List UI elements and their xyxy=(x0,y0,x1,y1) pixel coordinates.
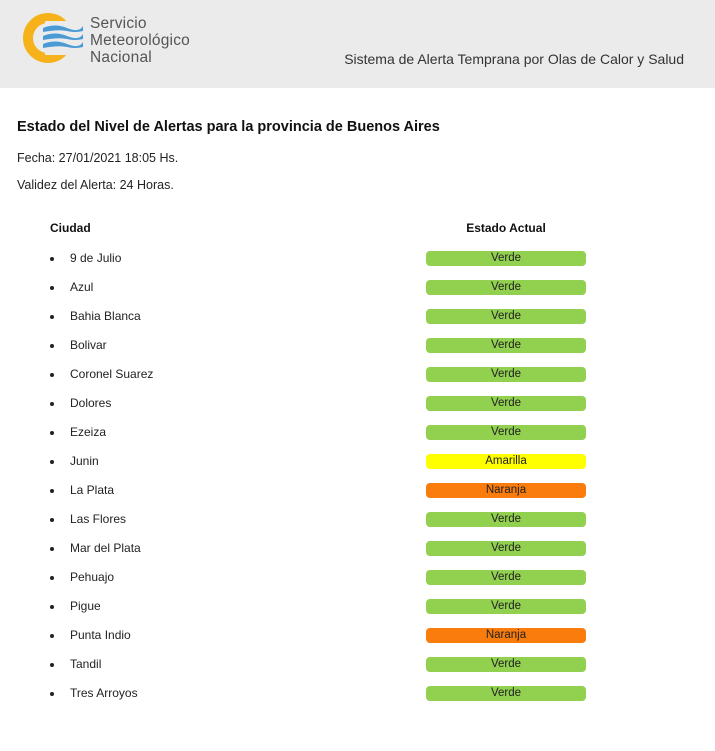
status-badge: Verde xyxy=(426,425,586,440)
list-item xyxy=(0,424,715,453)
bullet-icon xyxy=(50,489,54,493)
city-name: Ezeiza xyxy=(70,425,107,439)
bullet-icon xyxy=(50,663,54,667)
list-item xyxy=(0,656,715,685)
bullet-icon xyxy=(50,605,54,609)
list-item xyxy=(0,540,715,569)
list-item xyxy=(0,308,715,337)
bullet-icon xyxy=(50,286,54,290)
status-badge: Verde xyxy=(426,686,586,701)
city-name: Azul xyxy=(70,280,94,294)
list-item xyxy=(0,685,715,714)
list-item xyxy=(0,569,715,598)
brand-name xyxy=(90,15,190,66)
status-badge: Verde xyxy=(426,251,586,266)
city-name: Bolivar xyxy=(70,338,107,352)
city-name: Tres Arroyos xyxy=(70,686,138,700)
city-name: Coronel Suarez xyxy=(70,367,154,381)
bullet-icon xyxy=(50,576,54,580)
city-name: Bahia Blanca xyxy=(70,309,141,323)
status-badge: Verde xyxy=(426,657,586,672)
status-badge: Verde xyxy=(426,309,586,324)
status-badge: Naranja xyxy=(426,483,586,498)
city-name: 9 de Julio xyxy=(70,251,122,265)
list-item xyxy=(0,511,715,540)
system-title: Sistema de Alerta Temprana por Olas de Calor y Salud xyxy=(344,51,684,67)
list-item xyxy=(0,337,715,366)
bullet-icon xyxy=(50,460,54,464)
city-name: Las Flores xyxy=(70,512,127,526)
bullet-icon xyxy=(50,692,54,696)
status-badge: Verde xyxy=(426,570,586,585)
brand-line: Nacional xyxy=(90,49,152,66)
column-header-state: Estado Actual xyxy=(466,221,546,235)
brand-line: Servicio xyxy=(90,15,147,32)
status-badge: Verde xyxy=(426,280,586,295)
list-item xyxy=(0,279,715,308)
city-name: Dolores xyxy=(70,396,112,410)
alert-validity: Validez del Alerta: 24 Horas. xyxy=(17,178,174,192)
city-name: Mar del Plata xyxy=(70,541,141,555)
bullet-icon xyxy=(50,547,54,551)
city-name: Pigue xyxy=(70,599,101,613)
list-item xyxy=(0,598,715,627)
city-name: Junin xyxy=(70,454,99,468)
bullet-icon xyxy=(50,315,54,319)
status-badge: Naranja xyxy=(426,628,586,643)
status-badge: Amarilla xyxy=(426,454,586,469)
column-header-city: Ciudad xyxy=(50,221,91,235)
bullet-icon xyxy=(50,344,54,348)
city-name: Punta Indio xyxy=(70,628,131,642)
list-item xyxy=(0,453,715,482)
city-name: La Plata xyxy=(70,483,115,497)
alert-date: Fecha: 27/01/2021 18:05 Hs. xyxy=(17,151,179,165)
status-badge: Verde xyxy=(426,338,586,353)
list-item xyxy=(0,627,715,656)
smn-logo-icon xyxy=(21,11,83,65)
bullet-icon xyxy=(50,431,54,435)
page-title: Estado del Nivel de Alertas para la provincia de Buenos Aires xyxy=(17,119,440,135)
status-badge: Verde xyxy=(426,541,586,556)
city-name: Tandil xyxy=(70,657,102,671)
status-badge: Verde xyxy=(426,367,586,382)
list-item xyxy=(0,482,715,511)
city-name: Pehuajo xyxy=(70,570,115,584)
brand-line: Meteorológico xyxy=(90,32,190,49)
list-item xyxy=(0,250,715,279)
status-badge: Verde xyxy=(426,599,586,614)
city-list xyxy=(0,250,715,714)
bullet-icon xyxy=(50,634,54,638)
header xyxy=(0,0,715,88)
bullet-icon xyxy=(50,402,54,406)
bullet-icon xyxy=(50,373,54,377)
bullet-icon xyxy=(50,257,54,261)
status-badge: Verde xyxy=(426,512,586,527)
status-badge: Verde xyxy=(426,396,586,411)
bullet-icon xyxy=(50,518,54,522)
list-item xyxy=(0,395,715,424)
list-item xyxy=(0,366,715,395)
